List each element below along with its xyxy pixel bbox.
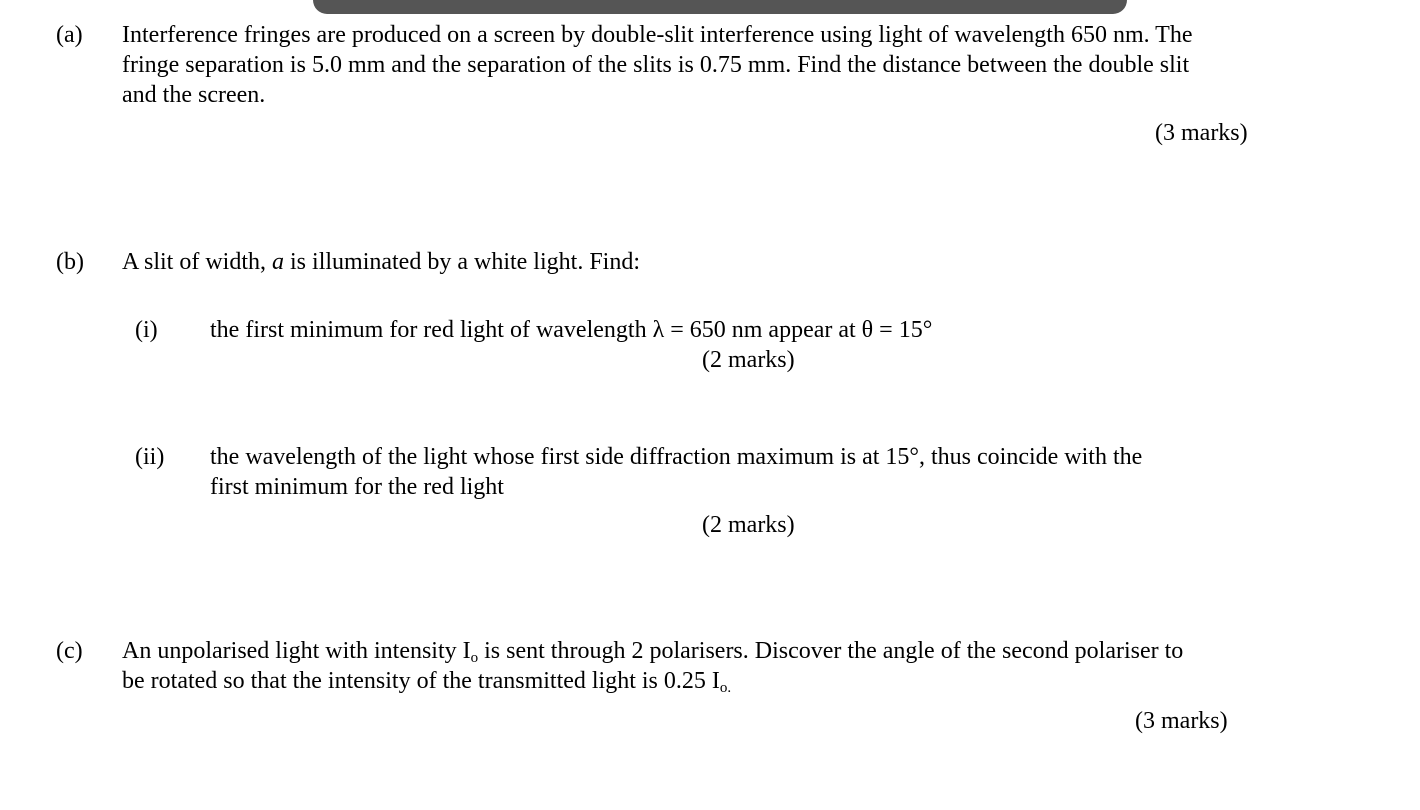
question-b-i-line1: the first minimum for red light of wavelength λ = 650 nm appear at θ = 15° (210, 317, 933, 343)
question-c-label: (c) (56, 638, 83, 664)
question-b-intro-pre: A slit of width, (122, 249, 273, 275)
question-b-label: (b) (56, 249, 84, 275)
question-b-ii-marks: (2 marks) (702, 512, 795, 538)
question-a-label: (a) (56, 22, 83, 48)
question-b-intro-post: is illuminated by a white light. Find: (284, 249, 640, 275)
question-c-line1-sub: o (470, 650, 479, 666)
question-c-line2-pre: be rotated so that the intensity of the transmitted light is 0.25 I (122, 668, 720, 694)
question-b-ii-line1: the wavelength of the light whose first side diffraction maximum is at 15°, thus coincide with the (210, 444, 1143, 470)
question-c-line2 (122, 666, 731, 696)
question-c-marks: (3 marks) (1135, 708, 1228, 734)
question-b-i-marks: (2 marks) (702, 347, 795, 373)
question-b-intro (122, 247, 640, 277)
question-c-line1-post: is sent through 2 polarisers. Discover the angle of the second polariser to (478, 638, 1184, 664)
question-a-marks: (3 marks) (1155, 120, 1248, 146)
question-b-ii-line2: first minimum for the red light (210, 474, 504, 500)
question-b-ii-label: (ii) (135, 444, 165, 470)
question-b-intro-var: a (272, 249, 285, 275)
toolbar-bar (313, 0, 1127, 14)
question-a-line2: fringe separation is 5.0 mm and the separation of the slits is 0.75 mm. Find the distance between the double slit (122, 52, 1190, 78)
question-c-line1-pre: An unpolarised light with intensity I (122, 638, 471, 664)
question-a-line3: and the screen. (122, 82, 266, 108)
question-b-i-label: (i) (135, 317, 158, 343)
question-c-line1 (122, 636, 1183, 666)
question-c-line2-sub: o. (719, 680, 732, 696)
question-a-line1: Interference fringes are produced on a screen by double-slit interference using light of wavelength 650 nm. The (122, 22, 1193, 48)
